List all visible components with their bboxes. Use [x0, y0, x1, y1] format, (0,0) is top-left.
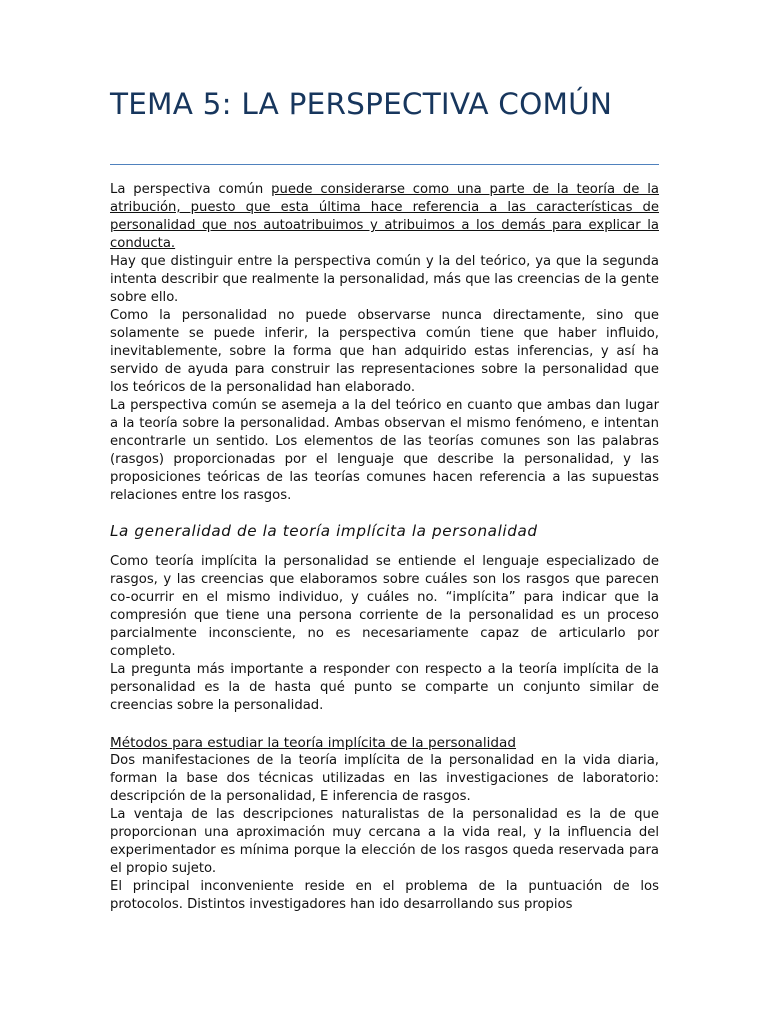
- intro-paragraph-2: Hay que distinguir entre la perspectiva común y la del teórico, ya que la segunda intenta describir que realmente la personalidad, más que las creencias de la gente sobre ello.: [110, 254, 659, 305]
- section-2-paragraph-2: La ventaja de las descripciones naturalistas de la personalidad es la de que proporcionan una aproximación muy cercana a la vida real, y la influencia del experimentador es mínima porque la elección de los rasgos queda reservada para el propio sujeto.: [110, 807, 659, 876]
- section-1-heading: La generalidad de la teoría implícita la personalidad: [110, 522, 538, 540]
- page-title: TEMA 5: LA PERSPECTIVA COMÚN: [110, 87, 613, 121]
- title-underline-rule: [110, 164, 659, 165]
- intro-paragraph-3: Como la personalidad no puede observarse nunca directamente, sino que solamente se puede inferir, la perspectiva común tiene que haber influido, inevitablemente, sobre la forma que han adquirido estas inferencias, y así ha servido de ayuda para construir las representaciones sobre la personalidad que los teóricos de la personalidad han elaborado.: [110, 308, 659, 395]
- section-1-paragraph-1: Como teoría implícita la personalidad se entiende el lenguaje especializado de rasgos, y las creencias que elaboramos sobre cuáles son los rasgos que parecen co-ocurrir en el mismo individuo, y cuáles no. “implícita” para indicar que la compresión que tiene una persona corriente de la personalidad es un proceso parcialmente inconsciente, no es necesariamente capaz de articularlo por completo.: [110, 554, 659, 659]
- section-2-heading: Métodos para estudiar la teoría implícita de la personalidad: [110, 735, 517, 751]
- intro-paragraph-1: [110, 181, 659, 253]
- intro-paragraph-1-plain: La perspectiva común: [110, 182, 272, 197]
- intro-section: [110, 181, 659, 505]
- section-2: [110, 734, 659, 914]
- section-1-paragraph-2: La pregunta más importante a responder con respecto a la teoría implícita de la personalidad es la de hasta qué punto se comparte un conjunto similar de creencias sobre la personalidad.: [110, 662, 659, 713]
- intro-paragraph-4: La perspectiva común se asemeja a la del teórico en cuanto que ambas dan lugar a la teoría sobre la personalidad. Ambas observan el mismo fenómeno, e intentan encontrarle un sentido. Los elementos de las teorías comunes son las palabras (rasgos) proporcionadas por el lenguaje que describe la personalidad, y las proposiciones teóricas de las teorías comunes hacen referencia a las supuestas relaciones entre los rasgos.: [110, 398, 659, 503]
- intro-paragraph-1-underlined: puede considerarse como una parte de la teoría de la atribución, puesto que esta última hace referencia a las características de personalidad que nos autoatribuimos y atribuimos a los demás para explicar la conducta.: [110, 182, 660, 251]
- section-2-paragraph-1: Dos manifestaciones de la teoría implícita de la personalidad en la vida diaria, forman la base dos técnicas utilizadas en las investigaciones de laboratorio: descripción de la personalidad, E inferencia de rasgos.: [110, 753, 659, 804]
- section-2-paragraph-3: El principal inconveniente reside en el problema de la puntuación de los protocolos. Distintos investigadores han ido desarrollando sus propios: [110, 879, 659, 912]
- section-1-body: [110, 553, 659, 715]
